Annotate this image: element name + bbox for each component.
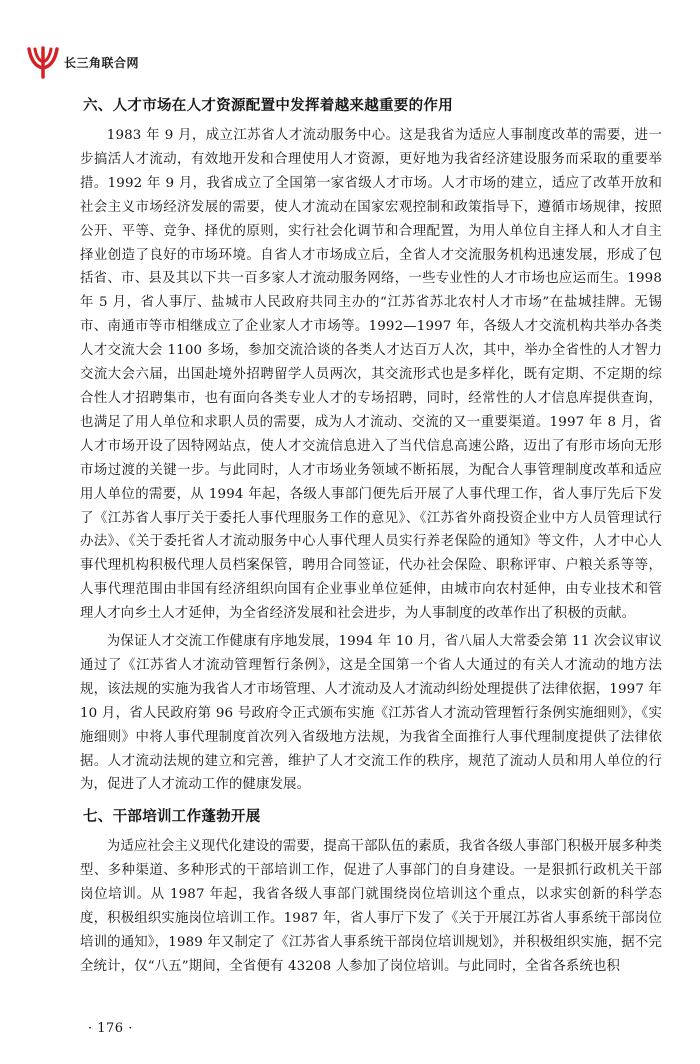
page-number: · 176 · <box>88 1021 133 1036</box>
paragraph: 为适应社会主义现代化建设的需要，提高干部队伍的素质，我省各级人事部门积极开展多种类型、多种渠道、多种形式的干部培训工作，促进了人事部门的自身建设。一是狠抓行政机关干部岗位培训。从 1987 年起，我省各级人事部门就围绕岗位培训这个重点，以求实创新的科学态度，积极组织实施岗位培训工作。1987 年，省人事厅下发了《关于开展江苏省人事系统干部岗位培训的通知》，1989 年又制定了《江苏省人事系统干部岗位培训规划》，并积极组织实施，据不完全统计，仅“八五”期间，全省便有 43208 人参加了岗位培训。与此同时，全省各系统也积 <box>80 839 662 974</box>
site-name: 长三角联合网 <box>64 55 140 70</box>
site-header <box>26 44 139 80</box>
ya-logo-icon <box>26 44 60 80</box>
paragraph: 1983 年 9 月，成立江苏省人才流动服务中心。这是我省为适应人事制度改革的需要，进一步搞活人才流动，有效地开发和合理使用人才资源，更好地为我省经济建设服务而采取的重要举措。1992 年 9 月，我省成立了全国第一家省级人才市场。人才市场的建立，适应了改革开放和社会主义市场经济发展的需要，使人才流动在国家宏观控制和政策指导下，遵循市场规律，按照公开、平等、竞争、择优的原则，实行社会化调节和合理配置，为用人单位自主择人和人才自主择业创造了良好的市场环境。自省人才市场成立后，全省人才交流服务机构迅速发展，形成了包括省、市、县及其以下共一百多家人才流动服务网络，一些专业性的人才市场也应运而生。1998 年 5 月，省人事厅、盐城市人民政府共同主办的“江苏省苏北农村人才市场”在盐城挂牌。无锡市、南通市等市相继成立了企业家人才市场等。1992—1997 年，各级人才交流机构共举办各类人才交流大会 1100 多场，参加交流洽谈的各类人才达百万人次，其中，举办全省性的人才智力交流大会六届，出国赴境外招聘留学人员两次，其交流形式也是多样化，既有定期、不定期的综合性人才招聘集市，也有面向各类专业人才的专场招聘，同时，经常性的人才信息库提供查询，也满足了用人单位和求职人员的需要，成为人才流动、交流的又一重要渠道。1997 年 8 月，省人才市场开设了因特网站点，使人才交流信息进入了当代信息高速公路，迈出了有形市场向无形市场过渡的关键一步。与此同时，人才市场业务领域不断拓展，为配合人事管理制度改革和适应用人单位的需要，从 1994 年起，各级人事部门便先后开展了人事代理工作，省人事厅先后下发了《江苏省人事厅关于委托人事代理服务工作的意见》、《江苏省外商投资企业中方人员管理试行办法》、《关于委托省人才流动服务中心人事代理人员实行养老保险的通知》等文件，人才中心人事代理机构积极代理人员档案保管，聘用合同签证，代办社会保险、职称评审、户粮关系等等，人事代理范围由非国有经济组织向国有企业事业单位延伸，由城市向农村延伸，由专业技术和管理人才向乡土人才延伸，为全省经济发展和社会进步，为人事制度的改革作出了积极的贡献。 <box>80 128 662 622</box>
main-content <box>80 96 662 979</box>
section-heading-7: 七、干部培训工作蓬勃开展 <box>83 809 261 826</box>
section-heading-6: 六、人才市场在人才资源配置中发挥着越来越重要的作用 <box>83 98 453 114</box>
paragraph: 为保证人才交流工作健康有序地发展，1994 年 10 月，省八届人大常委会第 11 次会议审议通过了《江苏省人才流动管理暂行条例》，这是全国第一个省人大通过的有关人才流动的地方法规，该法规的实施为我省人才市场管理、人才流动及人才流动纠纷处理提供了法律依据，1997 年 10 月，省人民政府第 96 号政府令正式颁布实施《江苏省人才流动管理暂行条例实施细则》，《实施细则》中将人事代理制度首次列入省级地方法规，为我省全面推行人事代理制度提供了法律依据。人才流动法规的建立和完善，维护了人才交流工作的秩序，规范了流动人员和用人单位的行为，促进了人才流动工作的健康发展。 <box>80 634 662 793</box>
